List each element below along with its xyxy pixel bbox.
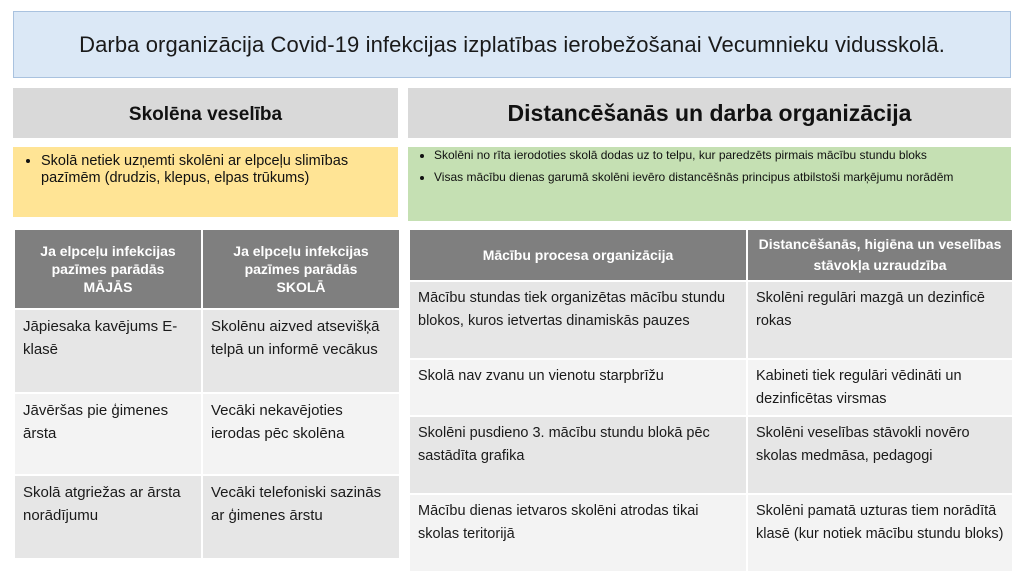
table-header-row: [409, 229, 1013, 281]
header-at-school: Ja elpceļu infekcijas pazīmes parādās SKOLĀ: [202, 229, 400, 309]
table-cell: Vecāki telefoniski sazinās ar ģimenes ārstu: [202, 475, 400, 559]
header-distancing-hygiene: Distancēšanās, higiēna un veselības stāvokļa uzraudzība: [747, 229, 1013, 281]
table-row: [14, 309, 400, 393]
table-cell: Kabineti tiek regulāri vēdināti un dezinficētas virsmas: [747, 359, 1013, 416]
header-at-home: Ja elpceļu infekcijas pazīmes parādās MĀJĀS: [14, 229, 202, 309]
table-cell: Skolēni regulāri mazgā un dezinficē rokas: [747, 281, 1013, 359]
table-row: [409, 281, 1013, 359]
table-row: [409, 494, 1013, 572]
note-bullet: • Skolā netiek uzņemti skolēni ar elpceļu slimības pazīmēm (drudzis, klepus, elpas trūkums): [41, 153, 390, 186]
student-health-note: [13, 147, 398, 217]
table-cell: Skolēni pusdieno 3. mācību stundu blokā pēc sastādīta grafika: [409, 416, 747, 494]
table-cell: Skolā nav zvanu un vienotu starpbrīžu: [409, 359, 747, 416]
distancing-notes: [408, 147, 1011, 221]
table-row: [409, 416, 1013, 494]
symptoms-table: [13, 228, 401, 560]
title-banner: [13, 11, 1011, 78]
table-cell: Skolēni veselības stāvokli novēro skolas medmāsa, pedagogi: [747, 416, 1013, 494]
table-cell: Skolēni pamatā uzturas tiem norādītā klasē (kur notiek mācību stundu bloks): [747, 494, 1013, 572]
note-bullet: • Visas mācību dienas garumā skolēni ievēro distancēšnās principus atbilstoši marķējumu norādēm: [434, 171, 1003, 184]
table-row: [409, 359, 1013, 416]
note-bullet: • Skolēni no rīta ierodoties skolā dodas uz to telpu, kur paredzēts pirmais mācību stundu bloks: [434, 149, 1003, 162]
table-cell: Skolā atgriežas ar ārsta norādījumu: [14, 475, 202, 559]
table-cell: Mācību stundas tiek organizētas mācību stundu blokos, kuros ietvertas dinamiskās pauzes: [409, 281, 747, 359]
table-cell: Mācību dienas ietvaros skolēni atrodas tikai skolas teritorijā: [409, 494, 747, 572]
table-row: [14, 393, 400, 475]
section-heading-distancing: Distancēšanās un darba organizācija: [408, 88, 1011, 138]
organization-table: [408, 228, 1014, 573]
table-cell: Jāpiesaka kavējums E-klasē: [14, 309, 202, 393]
section-heading-student-health: Skolēna veselība: [13, 88, 398, 138]
header-learning-process: Mācību procesa organizācija: [409, 229, 747, 281]
table-header-row: [14, 229, 400, 309]
table-cell: Vecāki nekavējoties ierodas pēc skolēna: [202, 393, 400, 475]
table-cell: Jāvēršas pie ģimenes ārsta: [14, 393, 202, 475]
table-cell: Skolēnu aizved atsevišķā telpā un informē vecākus: [202, 309, 400, 393]
table-row: [14, 475, 400, 559]
page-title: Darba organizācija Covid-19 infekcijas izplatības ierobežošanai Vecumnieku vidusskolā.: [79, 31, 945, 57]
